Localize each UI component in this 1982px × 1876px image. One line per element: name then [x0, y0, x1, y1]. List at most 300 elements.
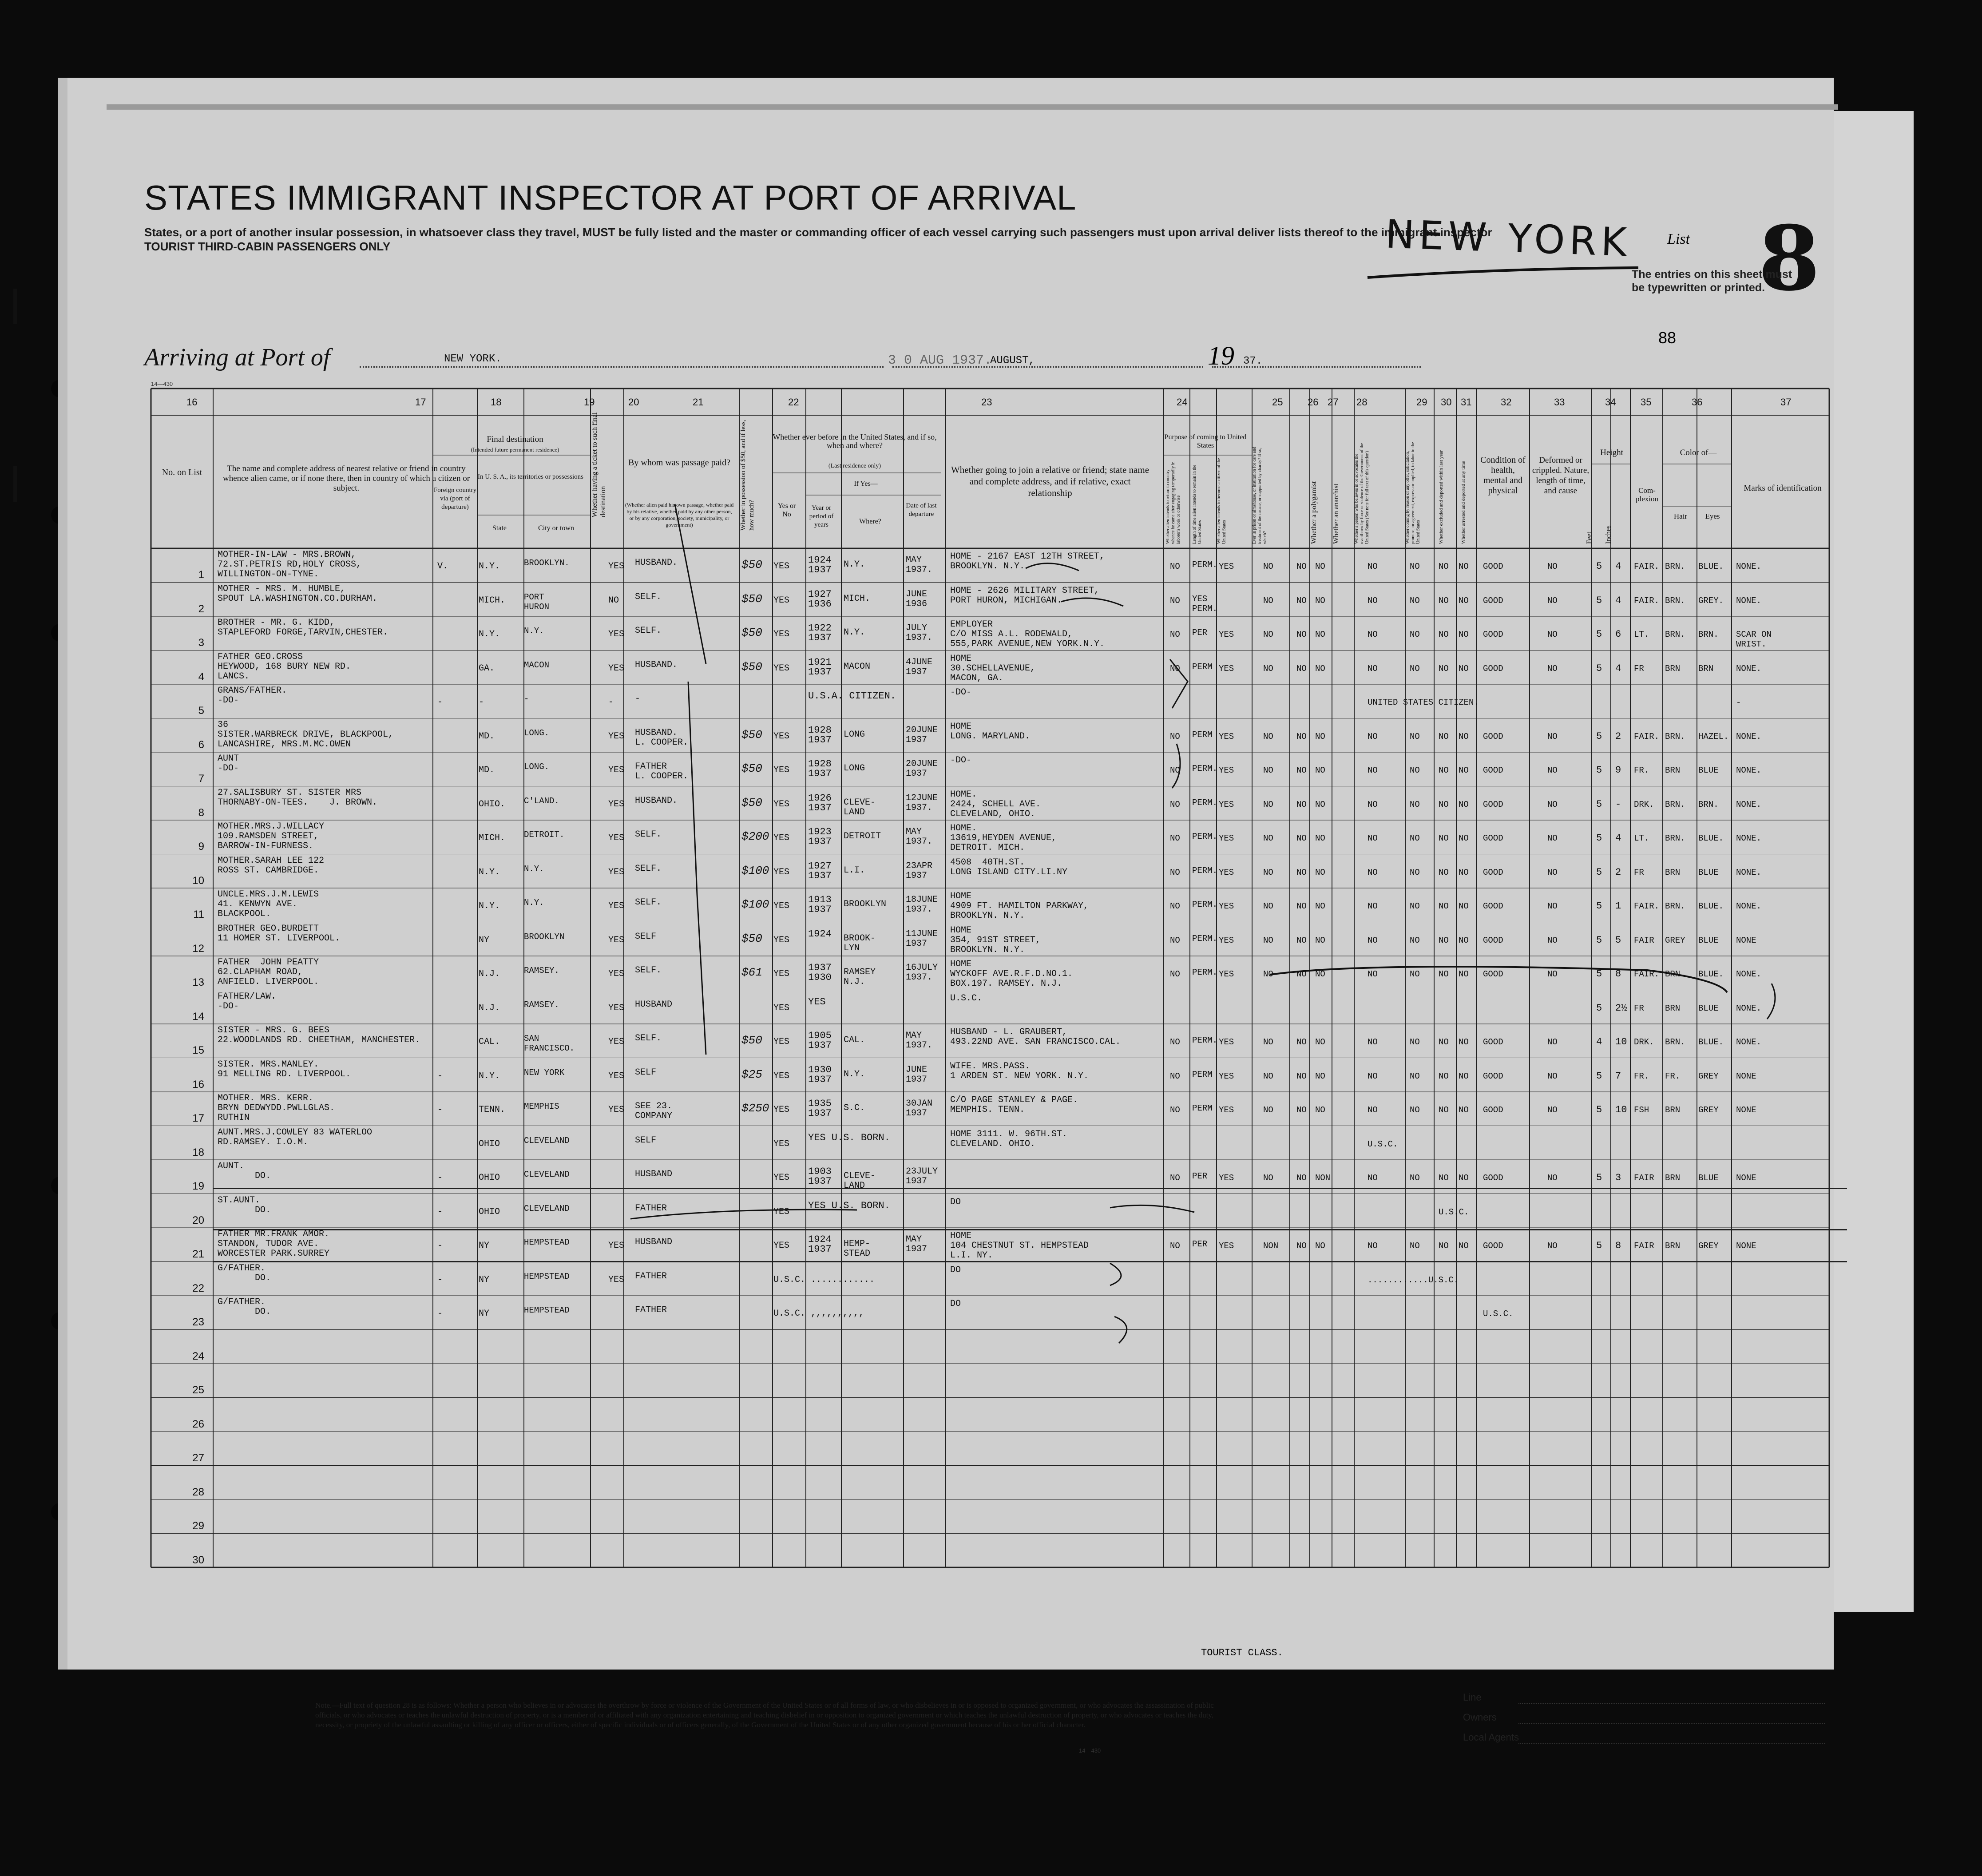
- column-number: 26: [1308, 397, 1319, 408]
- cell-where: CAL.: [844, 1035, 865, 1045]
- cell-join: HOME 4909 FT. HAMILTON PARKWAY, BROOKLYN. N.Y.: [950, 891, 1089, 921]
- cell-complexion: FR: [1634, 867, 1644, 877]
- header-foreign-country: Foreign country via (port of departure): [433, 487, 477, 511]
- header-marks: Marks of identification: [1744, 484, 1822, 493]
- cell-complexion: FSH: [1634, 1105, 1649, 1115]
- cell-before: YES: [773, 561, 790, 571]
- cell-polygamist: NO: [1296, 935, 1307, 945]
- cell-hair: BRN.: [1665, 833, 1685, 843]
- column-number: 37: [1780, 397, 1792, 408]
- cell-money: $50: [741, 1034, 762, 1047]
- cell-q30: NO: [1439, 1105, 1449, 1115]
- cell-q31: NO: [1459, 765, 1469, 775]
- cell-state: TENN.: [479, 1105, 506, 1115]
- column-number: 33: [1554, 397, 1565, 408]
- cell-prison: NO: [1263, 1071, 1273, 1081]
- cell-anarchist: NON: [1315, 1173, 1331, 1183]
- cell-anarchist: NO: [1315, 562, 1325, 571]
- cell-departure: 20JUNE 1937: [906, 759, 938, 779]
- cell-inches: 6: [1615, 629, 1621, 640]
- cell-feet: 5: [1596, 866, 1602, 878]
- cell-marks: NONE.: [1736, 1003, 1762, 1013]
- cell-p-citizen: YES: [1219, 1241, 1234, 1251]
- cell-eyes: BLUE: [1698, 935, 1719, 945]
- cell-p-citizen: YES: [1219, 901, 1234, 911]
- cell-q29: NO: [1410, 1105, 1420, 1115]
- cell-p-length: PERM.: [1192, 900, 1218, 909]
- row-number: 22: [192, 1282, 204, 1294]
- cell-q28: NO: [1368, 1173, 1378, 1183]
- year-suffix: 37.: [1243, 355, 1263, 367]
- cell-years: 1935 1937: [808, 1098, 832, 1119]
- cell-eyes: BLUE: [1698, 765, 1719, 775]
- cell-q28: NO: [1368, 935, 1378, 945]
- cell-years: U.S.A. CITIZEN.: [808, 690, 896, 702]
- cell-paid-by: -: [635, 694, 641, 704]
- cell-state: OHIO: [479, 1206, 500, 1217]
- cell-health: GOOD: [1483, 935, 1503, 945]
- cell-paid-by: FATHER: [635, 1271, 667, 1281]
- cell-hair: BRN: [1665, 1241, 1681, 1251]
- header-state: State: [492, 524, 507, 532]
- cell-where: N.Y.: [844, 1069, 865, 1079]
- cell-where: CLEVE- LAND: [844, 797, 876, 817]
- cell-relative: AUNT. DO.: [218, 1161, 271, 1181]
- cell-state: NY: [479, 1274, 490, 1285]
- cell-prison: NO: [1263, 1105, 1273, 1115]
- cell-p-return: NO: [1170, 833, 1180, 843]
- cell-anarchist: NO: [1315, 901, 1325, 911]
- cell-polygamist: NO: [1296, 1241, 1307, 1251]
- cell-q29: NO: [1410, 731, 1420, 742]
- cell-ticket: YES: [608, 561, 625, 571]
- cell-paid-by: FATHER: [635, 1305, 667, 1315]
- sig-owners-rule: [1518, 1723, 1825, 1724]
- cell-city: CLEVELAND: [524, 1135, 570, 1146]
- cell-p-length: PERM.: [1192, 832, 1218, 841]
- cell-prison: NON: [1263, 1241, 1279, 1251]
- cell-anarchist: NO: [1315, 935, 1325, 945]
- cell-prison: NO: [1263, 901, 1273, 911]
- cell-inches: 4: [1615, 561, 1621, 572]
- cell-health: GOOD: [1483, 1037, 1503, 1047]
- cell-q28: NO: [1368, 1105, 1378, 1115]
- cell-eyes: BRN: [1698, 663, 1714, 674]
- cell-q28: NO: [1368, 901, 1378, 911]
- header-relative: The name and complete address of nearest relative or friend in country whence alien came, or if none there, then in country of which a citizen or subject.: [222, 464, 470, 493]
- cell-state: OHIO.: [479, 799, 506, 809]
- cell-inches: -: [1615, 798, 1621, 810]
- cell-health: GOOD: [1483, 867, 1503, 877]
- cell-deformed: NO: [1547, 969, 1558, 979]
- cell-p-citizen: YES: [1219, 935, 1234, 945]
- cell-hair: BRN.: [1665, 562, 1685, 571]
- cell-health: GOOD: [1483, 765, 1503, 775]
- cell-join: HOME. 2424, SCHELL AVE. CLEVELAND, OHIO.: [950, 789, 1041, 819]
- row-number: 1: [198, 569, 204, 581]
- cell-join: -DO-: [950, 755, 972, 765]
- cell-relative: BROTHER - MR. G. KIDD, STAPLEFORD FORGE,TARVIN,CHESTER.: [218, 618, 388, 638]
- cell-departure: MAY 1937.: [906, 827, 933, 847]
- cell-money: $50: [741, 796, 762, 809]
- cell-city: RAMSEY.: [524, 999, 559, 1010]
- column-number: 16: [186, 397, 198, 408]
- cell-relative: UNCLE.MRS.J.M.LEWIS 41. KENWYN AVE. BLACKPOOL.: [218, 889, 319, 919]
- cell-inches: 4: [1615, 662, 1621, 674]
- cell-city: MEMPHIS: [524, 1102, 559, 1111]
- column-number: 29: [1416, 397, 1427, 408]
- cell-health: GOOD: [1483, 562, 1503, 571]
- cell-marks: NONE: [1736, 1173, 1756, 1183]
- header-feet: Feet: [1586, 531, 1593, 544]
- cell-ticket: YES: [608, 1105, 625, 1115]
- cell-money: $250: [741, 1102, 769, 1115]
- cell-relative: ST.AUNT. DO.: [218, 1195, 271, 1215]
- cell-inches: 9: [1615, 765, 1621, 776]
- cell-health: GOOD: [1483, 1241, 1503, 1251]
- column-number: 27: [1328, 397, 1339, 408]
- cell-p-length: YES PERM.: [1192, 594, 1218, 614]
- cell-q28: NO: [1368, 595, 1378, 606]
- cell-deformed: NO: [1547, 765, 1558, 775]
- cell-q28: NO: [1368, 731, 1378, 742]
- cell-foreign: -: [437, 1071, 443, 1081]
- cell-join: HOME LONG. MARYLAND.: [950, 721, 1031, 742]
- cell-p-length: PERM.: [1192, 1035, 1218, 1045]
- cell-q28: ............U.S.C.: [1368, 1275, 1459, 1285]
- cell-foreign: V.: [437, 561, 448, 571]
- cell-before: YES: [773, 1173, 790, 1183]
- cell-q29: NO: [1410, 867, 1420, 877]
- sheet-number: 88: [1658, 329, 1677, 347]
- cell-years: 1924 1937: [808, 555, 832, 575]
- cell-ticket: YES: [608, 1071, 625, 1081]
- cell-relative: MOTHER - MRS. M. HUMBLE, SPOUT LA.WASHINGTON.CO.DURHAM.: [218, 583, 378, 604]
- page-fold: [13, 466, 17, 502]
- cell-q31: NO: [1459, 562, 1469, 571]
- cell-join: HOME - 2167 EAST 12TH STREET, BROOKLYN. N.Y.: [950, 551, 1105, 571]
- cell-p-return: NO: [1170, 1241, 1180, 1251]
- cell-state: MICH.: [479, 833, 506, 843]
- cell-anarchist: NO: [1315, 969, 1325, 979]
- cell-before: YES: [773, 867, 790, 877]
- row-number: 2: [198, 603, 204, 615]
- cell-prison: NO: [1263, 969, 1273, 979]
- column-number: 21: [693, 397, 704, 408]
- cell-departure: 23JULY 1937: [906, 1166, 938, 1186]
- cell-anarchist: NO: [1315, 1071, 1325, 1081]
- cell-state: MICH.: [479, 595, 506, 606]
- cell-money: $50: [741, 558, 762, 571]
- cell-prison: NO: [1263, 935, 1273, 945]
- cell-hair: BRN.: [1665, 1037, 1685, 1047]
- header-if-yes: If Yes—: [854, 480, 878, 488]
- cell-feet: 5: [1596, 595, 1602, 606]
- cell-years: YES U.S. BORN.: [808, 1132, 890, 1143]
- header-health: Condition of health, mental and physical: [1480, 455, 1526, 496]
- cell-anarchist: NO: [1315, 731, 1325, 742]
- header-final-destination-sub: (Intended future permanent residence): [471, 446, 559, 453]
- sig-owners-label: Owners: [1463, 1712, 1497, 1723]
- cell-ticket: YES: [608, 969, 625, 979]
- cell-foreign: -: [437, 1241, 443, 1251]
- cell-before: YES: [773, 1071, 790, 1081]
- page-title: STATES IMMIGRANT INSPECTOR AT PORT OF ARRIVAL: [144, 178, 1077, 217]
- row-number: 5: [198, 705, 204, 717]
- strike-through-line: [213, 1229, 1847, 1230]
- cell-city: BROOKLYN.: [524, 558, 570, 568]
- cell-departure: MAY 1937: [906, 1234, 928, 1254]
- cell-deformed: NO: [1547, 1105, 1558, 1115]
- cell-hair: BRN.: [1665, 799, 1685, 809]
- cell-departure: 12JUNE 1937.: [906, 793, 938, 813]
- header-hair: Hair: [1673, 512, 1688, 520]
- cell-ticket: YES: [608, 765, 625, 775]
- cell-p-citizen: YES: [1219, 969, 1234, 979]
- cell-feet: 5: [1596, 730, 1602, 742]
- header-city: City or town: [538, 524, 574, 532]
- cell-state: N.Y.: [479, 1071, 500, 1081]
- cell-city: LONG.: [524, 762, 550, 772]
- row-number: 4: [198, 670, 204, 683]
- cell-polygamist: NO: [1296, 562, 1307, 571]
- cell-before: YES: [773, 765, 790, 775]
- cell-state: NY: [479, 1241, 490, 1251]
- cell-complexion: FAIR.: [1634, 562, 1660, 571]
- cell-years: 1927 1937: [808, 860, 832, 881]
- cell-q30: NO: [1439, 1037, 1449, 1047]
- cell-ticket: YES: [608, 799, 625, 809]
- cell-q31: NO: [1459, 901, 1469, 911]
- cell-q29: NO: [1410, 765, 1420, 775]
- row-number: 18: [192, 1146, 204, 1158]
- cell-deformed: NO: [1547, 867, 1558, 877]
- cell-q30: NO: [1439, 731, 1449, 742]
- column-number: 32: [1501, 397, 1512, 408]
- cell-money: $200: [741, 830, 769, 843]
- cell-ticket: YES: [608, 1274, 625, 1285]
- cell-anarchist: NO: [1315, 595, 1325, 606]
- cell-complexion: FAIR.: [1634, 731, 1660, 742]
- cell-join: DO: [950, 1197, 961, 1207]
- footer-class: TOURIST CLASS.: [1201, 1647, 1283, 1658]
- cell-ticket: YES: [608, 1241, 625, 1251]
- cell-q31: NO: [1459, 935, 1469, 945]
- row-number: 23: [192, 1316, 204, 1328]
- header-last-departure: Date of last departure: [906, 502, 937, 518]
- column-number: 19: [584, 397, 595, 408]
- cell-polygamist: NO: [1296, 1173, 1307, 1183]
- sig-line-rule: [1518, 1703, 1825, 1704]
- cell-where: DETROIT: [844, 831, 881, 841]
- cell-complexion: FAIR: [1634, 935, 1654, 945]
- cell-p-return: NO: [1170, 867, 1180, 877]
- cell-anarchist: NO: [1315, 1241, 1325, 1251]
- cell-years: 1924 1937: [808, 1234, 832, 1255]
- cell-eyes: BLUE: [1698, 1003, 1719, 1013]
- cell-relative: FATHER MR.FRANK AMOR. STANDON, TUDOR AVE. WORCESTER PARK.SURREY: [218, 1229, 330, 1259]
- cell-health: GOOD: [1483, 1105, 1503, 1115]
- cell-q31: NO: [1459, 1173, 1469, 1183]
- cell-polygamist: NO: [1296, 867, 1307, 877]
- column-number: 28: [1356, 397, 1368, 408]
- row-number: 26: [192, 1418, 204, 1430]
- cell-p-citizen: YES: [1219, 1173, 1234, 1183]
- cell-hair: BRN: [1665, 1173, 1681, 1183]
- cell-feet: 5: [1596, 968, 1602, 980]
- cell-feet: 5: [1596, 1070, 1602, 1082]
- cell-p-length: PERM: [1192, 1069, 1213, 1079]
- cell-relative: FATHER/LAW. -DO-: [218, 991, 277, 1011]
- cell-hair: BRN.: [1665, 969, 1685, 979]
- cell-p-length: PER: [1192, 1171, 1208, 1181]
- cell-money: $100: [741, 864, 769, 877]
- sig-agents-rule: [1518, 1743, 1825, 1744]
- cell-hair: BRN: [1665, 765, 1681, 775]
- cell-q28: NO: [1368, 562, 1378, 571]
- cell-where: N.Y.: [844, 559, 865, 570]
- cell-anarchist: NO: [1315, 663, 1325, 674]
- cell-p-return: NO: [1170, 595, 1180, 606]
- cell-ticket: YES: [608, 731, 625, 742]
- form-number: 14—430: [151, 381, 173, 387]
- cell-polygamist: NO: [1296, 765, 1307, 775]
- row-number: 29: [192, 1520, 204, 1532]
- cell-ticket: -: [608, 697, 614, 707]
- strike-through-line: [213, 1188, 1847, 1189]
- cell-q30: U.S.C.: [1439, 1207, 1469, 1217]
- header-where: Where?: [859, 518, 881, 525]
- cell-marks: NONE: [1736, 1071, 1756, 1081]
- cell-paid-by: FATHER L. COOPER.: [635, 762, 689, 781]
- header-before-in-us: Whether ever before in the United States, and if so, when and where?: [773, 432, 937, 450]
- cell-q28: NO: [1368, 663, 1378, 674]
- cell-foreign: -: [437, 1274, 443, 1285]
- cell-q29: NO: [1410, 901, 1420, 911]
- row-number: 21: [192, 1248, 204, 1260]
- cell-complexion: FAIR: [1634, 1173, 1654, 1183]
- cell-where: HEMP- STEAD: [844, 1239, 871, 1259]
- header-q28: Whether a person who believes in or advocates the overthrow by force or violence of the Government of the United States (See note for full text of this question): [1354, 443, 1370, 544]
- cell-years: 1928 1937: [808, 758, 832, 779]
- cell-city: LONG.: [524, 728, 550, 738]
- year-prefix: 19: [1208, 341, 1234, 370]
- cell-prison: NO: [1263, 799, 1273, 809]
- cell-q29: NO: [1410, 562, 1420, 571]
- cell-years: 1937 1930: [808, 962, 832, 983]
- cell-eyes: BLUE.: [1698, 969, 1724, 979]
- cell-ticket: YES: [608, 833, 625, 843]
- cell-eyes: BLUE.: [1698, 562, 1724, 571]
- cell-deformed: NO: [1547, 1071, 1558, 1081]
- cell-q30: NO: [1439, 833, 1449, 843]
- cell-polygamist: NO: [1296, 969, 1307, 979]
- cell-q30: NO: [1439, 1173, 1449, 1183]
- cell-q28: NO: [1368, 765, 1378, 775]
- cell-feet: 5: [1596, 1002, 1602, 1014]
- cell-polygamist: NO: [1296, 1037, 1307, 1047]
- cell-q28: NO: [1368, 630, 1378, 639]
- header-anarchist: Whether an anarchist: [1332, 484, 1340, 544]
- cell-foreign: -: [437, 1309, 443, 1319]
- cell-eyes: GREY: [1698, 1071, 1719, 1081]
- cell-q29: NO: [1410, 799, 1420, 809]
- cell-where: BROOKLYN: [844, 899, 887, 909]
- cell-p-length: PER: [1192, 1239, 1208, 1249]
- cell-q31: NO: [1459, 799, 1469, 809]
- cell-prison: NO: [1263, 663, 1273, 674]
- cell-join: 4508 40TH.ST. LONG ISLAND CITY.LI.NY: [950, 857, 1068, 877]
- cell-paid-by: HUSBAND. L. COOPER.: [635, 727, 689, 748]
- arrival-month: AUGUST,: [990, 355, 1035, 367]
- cell-join: WIFE. MRS.PASS. 1 ARDEN ST. NEW YORK. N.Y.: [950, 1061, 1089, 1081]
- row-number: 9: [198, 841, 204, 853]
- cell-deformed: NO: [1547, 663, 1558, 674]
- cell-p-length: PERM: [1192, 1103, 1213, 1113]
- cell-money: $61: [741, 966, 762, 979]
- cell-city: SAN FRANCISCO.: [524, 1034, 575, 1053]
- cell-before: YES: [773, 629, 790, 639]
- cell-before: YES: [773, 1241, 790, 1251]
- cell-prison: NO: [1263, 765, 1273, 775]
- cell-state: -: [479, 697, 484, 707]
- cell-paid-by: SELF.: [635, 1033, 662, 1043]
- cell-q28: NO: [1368, 833, 1378, 843]
- cell-city: N.Y.: [524, 864, 544, 874]
- cell-hair: BRN.: [1665, 731, 1685, 742]
- cell-q28: NO: [1368, 1037, 1378, 1047]
- cell-before: YES: [773, 1206, 790, 1217]
- cell-complexion: DRK.: [1634, 1037, 1654, 1047]
- cell-prison: NO: [1263, 1173, 1273, 1183]
- cell-marks: NONE.: [1736, 562, 1762, 571]
- header-join-relative: Whether going to join a relative or friend; state name and complete address, and if relative, exact relationship: [951, 464, 1150, 498]
- cell-health: GOOD: [1483, 731, 1503, 742]
- cell-deformed: NO: [1547, 799, 1558, 809]
- cell-where: BROOK- LYN: [844, 933, 876, 953]
- header-purpose-return: Whether alien intends to return to country whence he came after engaging temporarily in laborer's work or otherwise: [1165, 461, 1181, 544]
- cell-inches: 5: [1615, 934, 1621, 946]
- cell-join: U.S.C.: [950, 993, 983, 1003]
- header-passage-paid-sub: (Whether alien paid his own passage, whether paid by his relative, whether paid by any other person, or by any corporation, society, municipality, or government): [625, 502, 734, 528]
- header-height: Height: [1600, 448, 1623, 457]
- cell-p-length: PERM.: [1192, 560, 1218, 570]
- cell-state: N.J.: [479, 1003, 500, 1013]
- cell-marks: SCAR ON WRIST.: [1736, 630, 1772, 649]
- cell-hair: BRN.: [1665, 630, 1685, 639]
- cell-inches: 3: [1615, 1172, 1621, 1183]
- cell-paid-by: HUSBAND: [635, 999, 673, 1010]
- cell-p-length: PERM: [1192, 662, 1213, 672]
- cell-relative: FATHER GEO.CROSS HEYWOOD, 168 BURY NEW RD. LANCS.: [218, 651, 351, 682]
- cell-paid-by: SELF.: [635, 863, 662, 874]
- cell-money: $50: [741, 626, 762, 639]
- cell-marks: NONE.: [1736, 663, 1762, 674]
- cell-inches: 4: [1615, 595, 1621, 606]
- column-number: 20: [628, 397, 639, 408]
- cell-join: EMPLOYER C/O MISS A.L. RODEWALD, 555,PARK AVENUE,NEW YORK.N.Y.: [950, 619, 1105, 649]
- cell-departure: 23APR 1937: [906, 861, 933, 881]
- cell-relative: SISTER. MRS.MANLEY. 91 MELLING RD. LIVERPOOL.: [218, 1059, 351, 1079]
- row-number: 27: [192, 1452, 204, 1464]
- cell-join: HOME 3111. W. 96TH.ST. CLEVELAND. OHIO.: [950, 1129, 1068, 1149]
- column-number: 30: [1441, 397, 1452, 408]
- row-number: 24: [192, 1350, 204, 1362]
- cell-state: MD.: [479, 765, 495, 775]
- cell-p-length: PERM.: [1192, 764, 1218, 773]
- cell-relative: G/FATHER. DO.: [218, 1263, 271, 1283]
- row-number: 20: [192, 1214, 204, 1226]
